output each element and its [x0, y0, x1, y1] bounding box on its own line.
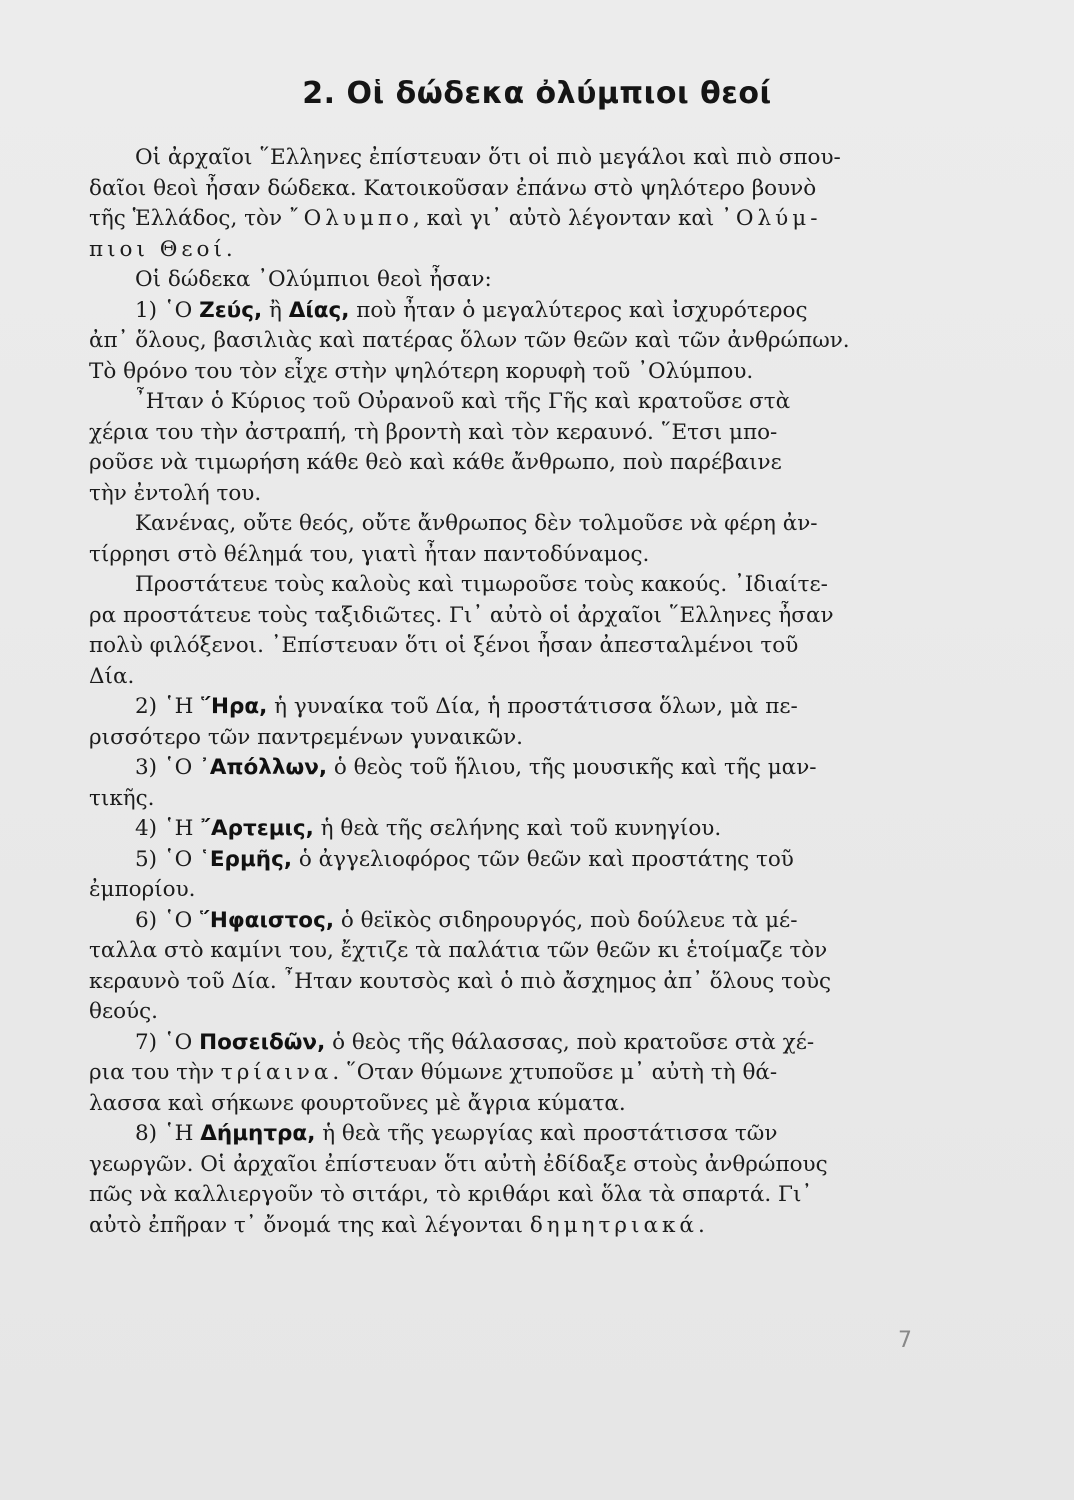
- god-name: ῾Ερμῆς,: [199, 846, 292, 872]
- body-text: [89, 143, 929, 1241]
- god-name: Ποσειδῶν,: [199, 1029, 326, 1055]
- spaced-term: ῎Ολυμπο: [288, 206, 413, 231]
- page-number: 7: [898, 1328, 912, 1353]
- text-line: γεωργῶν. Οἱ ἀρχαῖοι ἐπίστευαν ὅτι αὐτὴ ἐδίδαξε στοὺς ἀνθρώπους: [89, 1151, 828, 1177]
- text-line: τῆς Ἑλλάδος, τὸν ῎Ολυμπο, καὶ γι᾽ αὐτὸ λέγονταν καὶ ᾽Ολύμ-: [89, 206, 822, 231]
- god-name: Δίας,: [288, 297, 350, 323]
- text-line: ροῦσε νὰ τιμωρήση κάθε θεὸ καὶ κάθε ἄνθρωπο, ποὺ παρέβαινε: [89, 450, 782, 475]
- spaced-term: δημητριακά: [529, 1212, 698, 1238]
- text-line: 8) ῾Η Δήμητρα, ἡ θεὰ τῆς γεωργίας καὶ προστάτισσα τῶν: [135, 1121, 778, 1146]
- text-line: ταλλα στὸ καμίνι του, ἔχτιζε τὰ παλάτια τῶν θεῶν κι ἑτοίμαζε τὸν: [89, 938, 828, 963]
- text-line: 4) ῾Η ῎Αρτεμις, ἡ θεὰ τῆς σελήνης καὶ τοῦ κυνηγίου.: [135, 816, 722, 841]
- text-line: 3) ῾Ο ᾽Απόλλων, ὁ θεὸς τοῦ ἥλιου, τῆς μουσικῆς καὶ τῆς μαν-: [135, 755, 817, 780]
- chapter-title: 2. Οἱ δώδεκα ὀλύμπιοι θεοί: [302, 76, 772, 111]
- text-line: αὐτὸ ἐπῆραν τ᾽ ὄνομά της καὶ λέγονται δημητριακά.: [89, 1212, 705, 1238]
- text-line: ἀπ᾽ ὅλους, βασιλιὰς καὶ πατέρας ὅλων τῶν θεῶν καὶ τῶν ἀνθρώπων.: [89, 328, 850, 353]
- text-line: 2) ῾Η ῞Ηρα, ἡ γυναίκα τοῦ Δία, ἡ προστάτισσα ὅλων, μὰ πε-: [135, 694, 798, 719]
- text-line: ρια του τὴν τρίαινα. ῞Οταν θύμωνε χτυποῦσε μ᾽ αὐτὴ τὴ θά-: [89, 1060, 778, 1085]
- god-name: ῞Ηρα,: [200, 694, 268, 719]
- spaced-term: πιοι Θεοί: [89, 236, 226, 262]
- god-name: ῎Αρτεμις,: [200, 816, 314, 841]
- god-name: ῞Ηφαιστος,: [199, 907, 334, 933]
- text-line: Κανένας, οὔτε θεός, οὔτε ἄνθρωπος δὲν τολμοῦσε νὰ φέρη ἀν-: [135, 511, 818, 536]
- text-line: τίρρησι στὸ θέλημά του, γιατὶ ἦταν παντοδύναμος.: [89, 541, 650, 567]
- text-line: πιοι Θεοί.: [89, 236, 233, 262]
- spaced-term: τρίαινα: [220, 1060, 333, 1085]
- text-line: Οἱ ἀρχαῖοι ῞Ελληνες ἐπίστευαν ὅτι οἱ πιὸ μεγάλοι καὶ πιὸ σπου-: [135, 145, 841, 170]
- text-line: πολὺ φιλόξενοι. ᾽Επίστευαν ὅτι οἱ ξένοι ἦσαν ἀπεσταλμένοι τοῦ: [89, 633, 799, 658]
- text-line: λασσα καὶ σήκωνε φουρτοῦνες μὲ ἄγρια κύματα.: [89, 1090, 626, 1116]
- text-line: 5) ῾Ο ῾Ερμῆς, ὁ ἀγγελιοφόρος τῶν θεῶν καὶ προστάτης τοῦ: [135, 846, 794, 872]
- text-line: ρισσότερο τῶν παντρεμένων γυναικῶν.: [89, 724, 523, 750]
- text-line: τικῆς.: [89, 785, 155, 811]
- text-line: κεραυνὸ τοῦ Δία. ῏Ηταν κουτσὸς καὶ ὁ πιὸ ἄσχημος ἀπ᾽ ὅλους τοὺς: [89, 968, 832, 994]
- text-line: πῶς νὰ καλλιεργοῦν τὸ σιτάρι, τὸ κριθάρι καὶ ὅλα τὰ σπαρτά. Γι᾽: [89, 1182, 813, 1207]
- text-line: τὴν ἐντολή του.: [89, 480, 262, 506]
- text-line: ρα προστάτευε τοὺς ταξιδιῶτες. Γι᾽ αὐτὸ οἱ ἀρχαῖοι ῞Ελληνες ἦσαν: [89, 602, 834, 628]
- spaced-term: ᾽Ολύμ-: [721, 206, 822, 231]
- text-line: Δία.: [89, 663, 135, 689]
- text-line: 1) ῾Ο Ζεύς, ἢ Δίας, ποὺ ἦταν ὁ μεγαλύτερος καὶ ἰσχυρότερος: [135, 297, 808, 323]
- text-line: ἐμπορίου.: [89, 877, 196, 902]
- text-line: 7) ῾Ο Ποσειδῶν, ὁ θεὸς τῆς θάλασσας, ποὺ κρατοῦσε στὰ χέ-: [135, 1029, 815, 1055]
- text-line: θεούς.: [89, 999, 158, 1024]
- god-name: ᾽Απόλλων,: [199, 755, 328, 780]
- text-line: ῏Ηταν ὁ Κύριος τοῦ Οὐρανοῦ καὶ τῆς Γῆς καὶ κρατοῦσε στὰ: [135, 389, 791, 414]
- text-line: δαῖοι θεοὶ ἦσαν δώδεκα. Κατοικοῦσαν ἐπάνω στὸ ψηλότερο βουνὸ: [89, 175, 817, 201]
- text-line: Τὸ θρόνο του τὸν εἶχε στὴν ψηλότερη κορυφὴ τοῦ ᾽Ολύμπου.: [89, 358, 754, 384]
- god-name: Δήμητρα,: [200, 1121, 316, 1146]
- text-line: 6) ῾Ο ῞Ηφαιστος, ὁ θεϊκὸς σιδηρουργός, ποὺ δούλευε τὰ μέ-: [135, 907, 798, 933]
- text-line: χέρια του τὴν ἀστραπή, τὴ βροντὴ καὶ τὸν κεραυνό. ῞Ετσι μπο-: [89, 419, 778, 445]
- god-name: Ζεύς,: [199, 297, 263, 323]
- text-line: Οἱ δώδεκα ᾽Ολύμπιοι θεοὶ ἦσαν:: [135, 267, 492, 292]
- text-line: Προστάτευε τοὺς καλοὺς καὶ τιμωροῦσε τοὺς κακούς. ᾽Ιδιαίτε-: [135, 572, 828, 597]
